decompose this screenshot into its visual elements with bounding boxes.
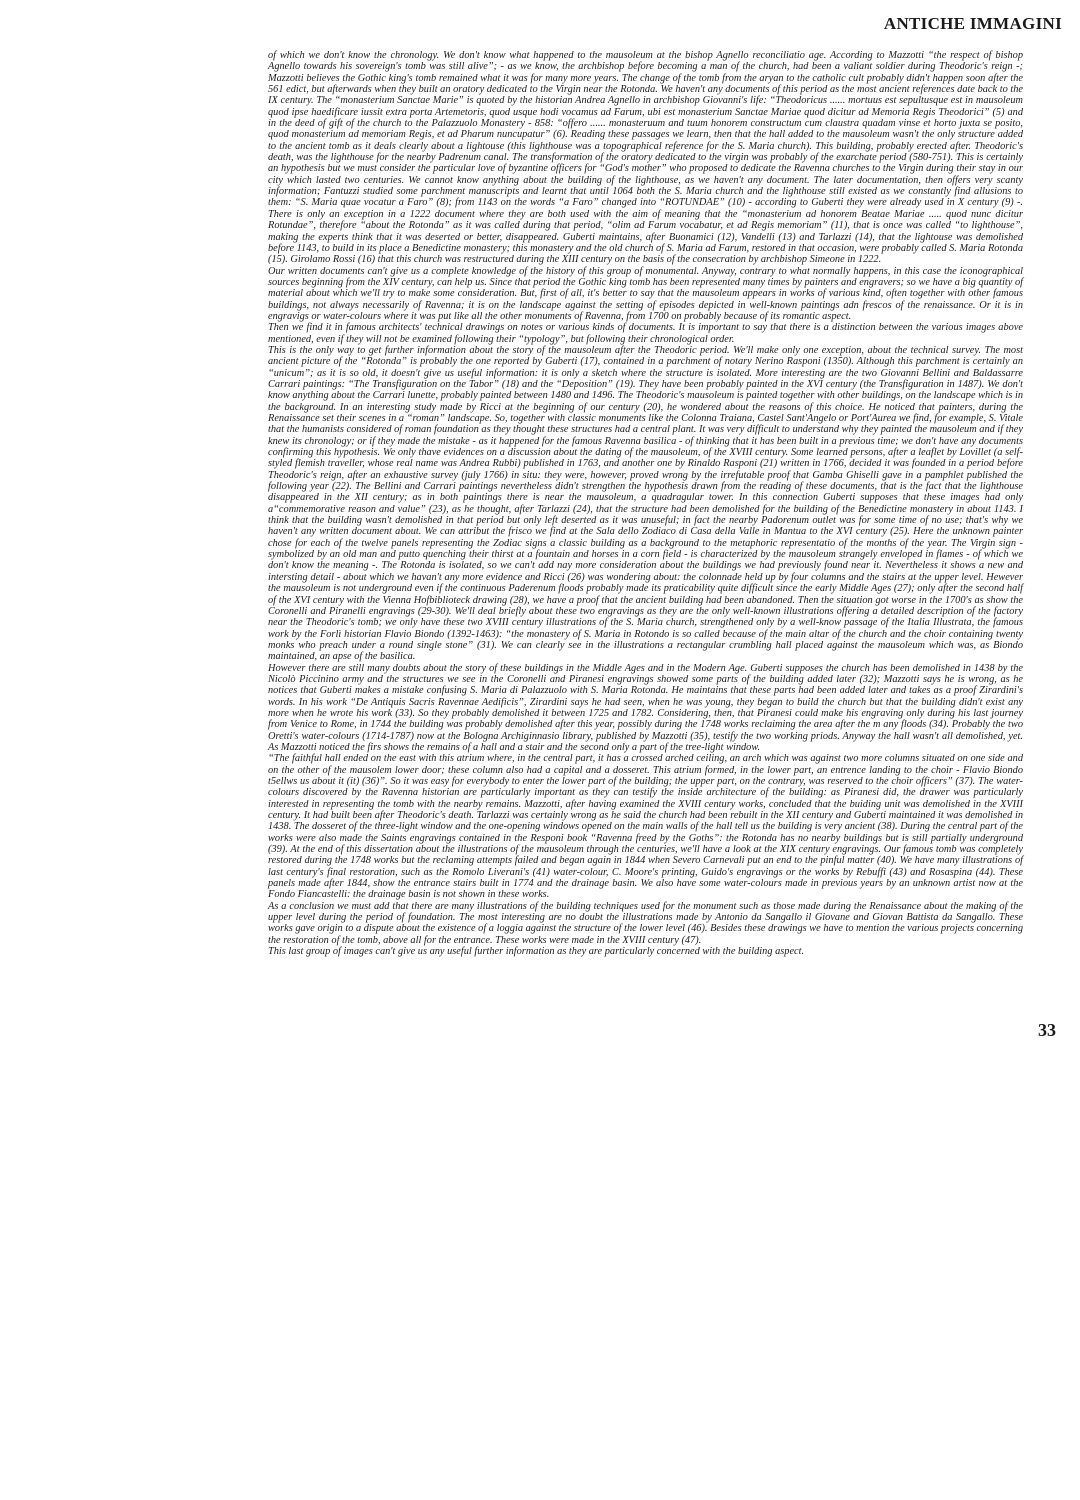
- paragraph: “The faithful hall ended on the east with this atrium where, in the central part, it has a crossed arched ceiling, an arch which was against two more columns situated on one side and on the other of the mausolem lower door; these column also had a capital and a dosseret. This atrium formed, in the lower part, an entrence landing to the choir - Flavio Biondo t5ellws us about it (it) (36)”. So it was easy for everybody to enter the lower part of the building; the upper part, on the contrary, was reserved to the choir officers” (37). The water-colours discovered by the Ravenna historian are particularly important as they can testify the inside architecture of the building: as Piranesi did, the drawer was particularly interested in representing the tomb with the nearby remains. Mazzotti, after having examined the XVIII century works, concluded that the buiding unit was demolished in the XVIII century. It had built been after Theodoric's death. Tarlazzi was certainly wrong as he said the church had been rebuilt in the XII century and Guberti maintained it was demolished in 1438. The dosseret of the three-light window and the one-opening windows opened on the main walls of the hall tell us the building is very ancient (38). During the central part of the works were also made the Saints engravings contained in the Responi book “Ravenna freed by the Goths”: the Rotonda has no nearby buildings but is still partially underground (39). At the end of this dissertation about the illustrations of the mausoleum through the centuries, we'll have a look at the XIX century engravings. Our famous tomb was completely restored during the 1748 works but the reclaming attempts failed and began again in 1844 when Severo Carnevali put an end to the pinful matter (40). We have many illustrations of last century's final restoration, such as the Romolo Liverani's (41) water-colour, C. Moore's printing, Guido's engravings or the works by Rebuffi (43) and Rosaspina (44). These panels made after 1844, show the entrance stairs built in 1774 and the drainage basin. We also have some water-colours made in previous years by an unknown artist now at the Fondo Fiancastelli: the drainage basin is not shown in these works.: [268, 753, 1023, 901]
- paragraph: of which we don't know the chronology. We don't know what happened to the mausoleum at the bishop Agnello reconciliatio age. According to Mazzotti “the respect of bishop Agnello towards his sovereign's tomb was still alive”; - as we know, the archbishop before becoming a man of the church, had been a valiant soldier during Theodoric's reign -; Mazzotti believes the Gothic king's tomb remained what it was for many more years. The change of the tomb from the aryan to the catholic cult probably didn't happen soon after the 561 edict, but afterwards when they built an oratory dedicated to the Virgin near the Rotonda. We haven't any documents of this period as the most ancient references date back to the IX century. The “monasterium Sanctae Marie” is quoted by the historian Andrea Agnello in archbishop Giovanni's life: “Theodoricus ...... mortuus est sepultusque est in mausoleum quod ipse haedificare iussit extra porta Artemetoris, quod usque hodi vocamus ad Farum, ubi est monasterium Sanctae Mariae quod dicitur ad Memoria Regis Theodorici” (5) and in the deed of gift of the church to the Palazzuolo Monastery - 858: “offero ...... monasteruum and tuum honorem constructum cum claustra quadam vinse et horto juxta se posito, quod monasterium ad memoriam Regis, et ad Pharum nuncupatur” (6). Reading these passages we learn, then that the hall added to the mausoleum wasn't the only structure added to the ancient tomb as it deals clearly about a lightouse (this lighthouse was a topographical reference for the S. Maria church). This building, probably erected after. Theodoric's death, was the lighthouse for the nearby Padrenum canal. The transformation of the oratory dedicated to the virgin was probably of the exarchate period (580-751). This is certainly an hypothesis but we must consider the particular love of byzantine officers for “God's mother” who proposed to dedicate the Ravenna churches to the Virgin during their stay in our city which lasted two centuries. We cannot know anything about the building of the lighthouse, as we haven't any document. The later documentation, then offers very scanty information; Fantuzzi studied some parchment manuscripts and learnt that until 1064 both the S. Maria church and the lighthouse still existed as we constantly find allusions to them: “S. Maria quae vocatur a Faro” (8); from 1143 on the words “a Faro” changed into “ROTUNDAE” (10) - according to Guberti they were already used in X century (9) -. There is only an exception in a 1222 document where they are both used with the aim of meaning that the “monasterium ad honorem Beatae Mariae ..... quod nunc dicitur Rotundae”, therefore “about the Rotonda” as it was called during that period, “olim ad Farum vocabatur, et ad Regis memoriam” (11), that is once was called “to lighthouse”, making the experts think that it was deserted or better, disappeared. Guberti maintains, after Buonamici (12), Vandelli (13) and Tarlazzi (14), that the lightouse was demolished before 1143, to build in its place a Benedictine monastery; this monastery and the old church of S. Maria ad Farum, restored in that occasion, were probably called S. Maria Rotonda (15). Girolamo Rossi (16) that this church was restructured during the XIII century on the basis of the consecration by archbishop Simeone in 1222.: [268, 50, 1023, 266]
- page-header: ANTICHE IMMAGINI: [883, 14, 1062, 33]
- paragraph: As a conclusion we must add that there are many illustrations of the building techniques used for the monument such as those made during the Renaissance about the making of the upper level during the period of foundation. The most interesting are no doubt the illustrations made by Antonio da Sangallo il Giovane and Giovan Battista da Sangallo. These works gave origin to a dispute about the existence of a loggia against the structure of the lower level (46). Besides these drawings we have to mention the various projects concerning the restoration of the tomb, above all for the entrance. These works were made in the XVIII century (47).: [268, 900, 1023, 946]
- paragraph: However there are still many doubts about the story of these buildings in the Middle Ages and in the Modern Age. Guberti supposes the church has been demolished in 1438 by the Nicolò Piccinino army and the structures we see in the Coronelli and Piranesi engravings showed some parts of the building added later (32); Mazzotti says he is wrong, as he notices that Guberti makes a mistake confusing S. Maria di Palazzuolo with S. Maria Rotonda. He maintains that these parts had been added later and takes as a proof Zirardini's words. In his work “De Antiquis Sacris Ravennae Aedificis”, Zirardini says he had seen, when he was young, they began to build the church but that the building didn't exist any more when he wrote his work (33). So they probably demolished it between 1725 and 1782. Considering, then, that Piranesi could make his engraving only during his last journey from Venice to Rome, in 1744 the building was probably demolished after this year, possibly during the 1748 works reclaiming the area after the m any floods (34). Probably the two Oretti's water-colours (1714-1787) now at the Bologna Archiginnasio library, published by Mazzotti (35), testify the two working priods. Anyway the hall wasn't all demolished, yet. As Mazzotti noticed the firs shows the remains of a hall and a stair and the second only a part of the tree-light window.: [268, 662, 1023, 753]
- paragraph: This is the only way to get further information about the story of the mausoleum after the Theodoric period. We'll make only one exception, about the technical survey. The most ancient picture of the “Rotonda” is probably the one reported by Guberti (17), contained in a parchment of notary Nerino Rasponi (1350). Although this parchment is certainly an “unicum”; as it is so old, it doesn't give us useful information: it is only a sketch where the structure is isolated. More interesting are the two Giovanni Bellini and Baldassarre Carrari paintings: “The Transfiguration on the Tabor” (18) and the “Deposition” (19). They have been probably painted in the XVI century (the Transfiguration in 1487). We don't know anything about the Carrari lunette, probably painted between 1480 and 1496. The Theodoric's mausoleum is painted together with other buildings, on the landscape which is in the background. In an interesting study made by Ricci at the beginning of our century (20), he wondered about the reasons of this choice. He noticed that painters, during the Renaissance set their scenes in a “roman” landscape. So, together with classic monuments like the Colonna Traiana, Castel Sant'Angelo or Port'Aurea we find, for example, S. Vitale that the humanists considered of roman foundation as they thought these structures had a central plant. It was very difficult to understand why they painted the mausoleum and if they knew its chronology; or if they made the mistake - as it happened for the famous Ravenna basilica - of thinking that it has been built in a previous time; we don't have any documents confirming this hypothesis. We only thave evidences on a discussion about the dating of the mausoleum, of the XVIII century. Some learned persons, after a leaflet by Lovillet (a self-styled flemish traveller, whose real name was Andrea Rubbi) published in 1763, and another one by Rinaldo Rasponi (21) written in 1766, decided it was founded in a period before Theodoric's reign, after an exhaustive survey (july 1766) in situ: they were, however, proved wrong by the irrefutable proof that Gamba Ghiselli gave in a pamphlet published the following year (22). The Bellini and Carrari paintings nevertheless didn't strengthen the hypothesis drawn from the reading of these documents, that is the fact that the lighthouse disappeared in the XII century; as in both paintings there is near the mausoleum, a quadragular tower. In this connection Guberti supposes that these images had only a“commemorative reason and value” (23), as he thought, after Tarlazzi (24), that the structure had been demolished for the building of the Benedictine monastery in about 1143. I think that the building wasn't demolished in that period but only left deserted as it was unuseful; in fact the nearby Padorenum outlet was for some time of no use; that's why we haven't any written document about. We can attribut the frisco we find at the Sala dello Zodiaco di Casa della Valle in Mantua to the XVI century (25). Here the unknown painter chose for each of the twelve panels representing the Zodiac signs a classic building as a background to the metaphoric representatio of the months of the year. The Virgin sign - symbolized by an old man and putto quenching their thirst at a fountain and horses in a corn field - is characterized by the mausoleum strangely enveloped in flames - of which we don't know the meaning -. The Rotonda is isolated, so we can't add nay more consideration about the buildings we had previously found near it. Nevertheless it shows a new and intersting detail - about which we havan't any more evidence and Ricci (26) was wondering about: the colonnade held up by four columns and the stairs at the upper level. Hewever the mausoleum is not underground even if the continuous Paderenum floods probably made its praticability quite difficult since the early Middle Ages (27); only after the second half of the XVI century with the Vienna Hofbiblioteck drawing (28), we have a proof that the ancient building had been abandoned. Then the situation got worse in the 1700's as show the Coronelli and Piranelli engravings (29-30). We'll deal briefly about these two engravings as they are the only well-known illustrations offering a detailed description of the factory near the Theodoric's tomb; we only have these two XVIII century illustrations of the S. Maria church, strengthened only by a well-know passage of the Italia Illustrata, the famous work by the Forlì historian Flavio Biondo (1392-1463): “the monastery of S. Maria in Rotondo is so called because of the main altar of the church and the choir containing twenty monks who preach under a round single stone” (31). We can clearly see in the illustrations a rectangular crumbling hall placed against the mausoleum which was, as Biondo maintained, an apse of the basilica.: [268, 344, 1023, 663]
- page-number: 33: [1038, 1020, 1056, 1040]
- paragraph: Our written documents can't give us a complete knowledge of the history of this group of monumental. Anyway, contrary to what normally happens, in this case the iconographical sources beginning from the XIV century, can help us. Since that period the Gothic king tomb has been represented many times by painters and engravers; so we have a big quantity of material about which we'll try to make some consideration. But, first of all, it's better to say that the mausoleum appears in works of various kind, often together with other famous buildings, not always necessarily of Ravenna; it is on the landscape against the setting of episodes depicted in well-known paintings adn frescos of the renaissance. Or it is in engravigs or water-colours where it was put like all the other monuments of Ravenna, from 1700 on probably because of its romantic aspect.: [268, 265, 1023, 322]
- paragraph: Then we find it in famous architects' technical drawings on notes or various kinds of documents. It is important to say that there is a distinction between the various images above mentioned, even if they will not be examined following their “typology”, but following their chronological order.: [268, 322, 1023, 345]
- paragraph: This last group of images can't give us any useful further information as they are particularly concerned with the building aspect.: [268, 946, 805, 958]
- article-body: [268, 50, 1023, 958]
